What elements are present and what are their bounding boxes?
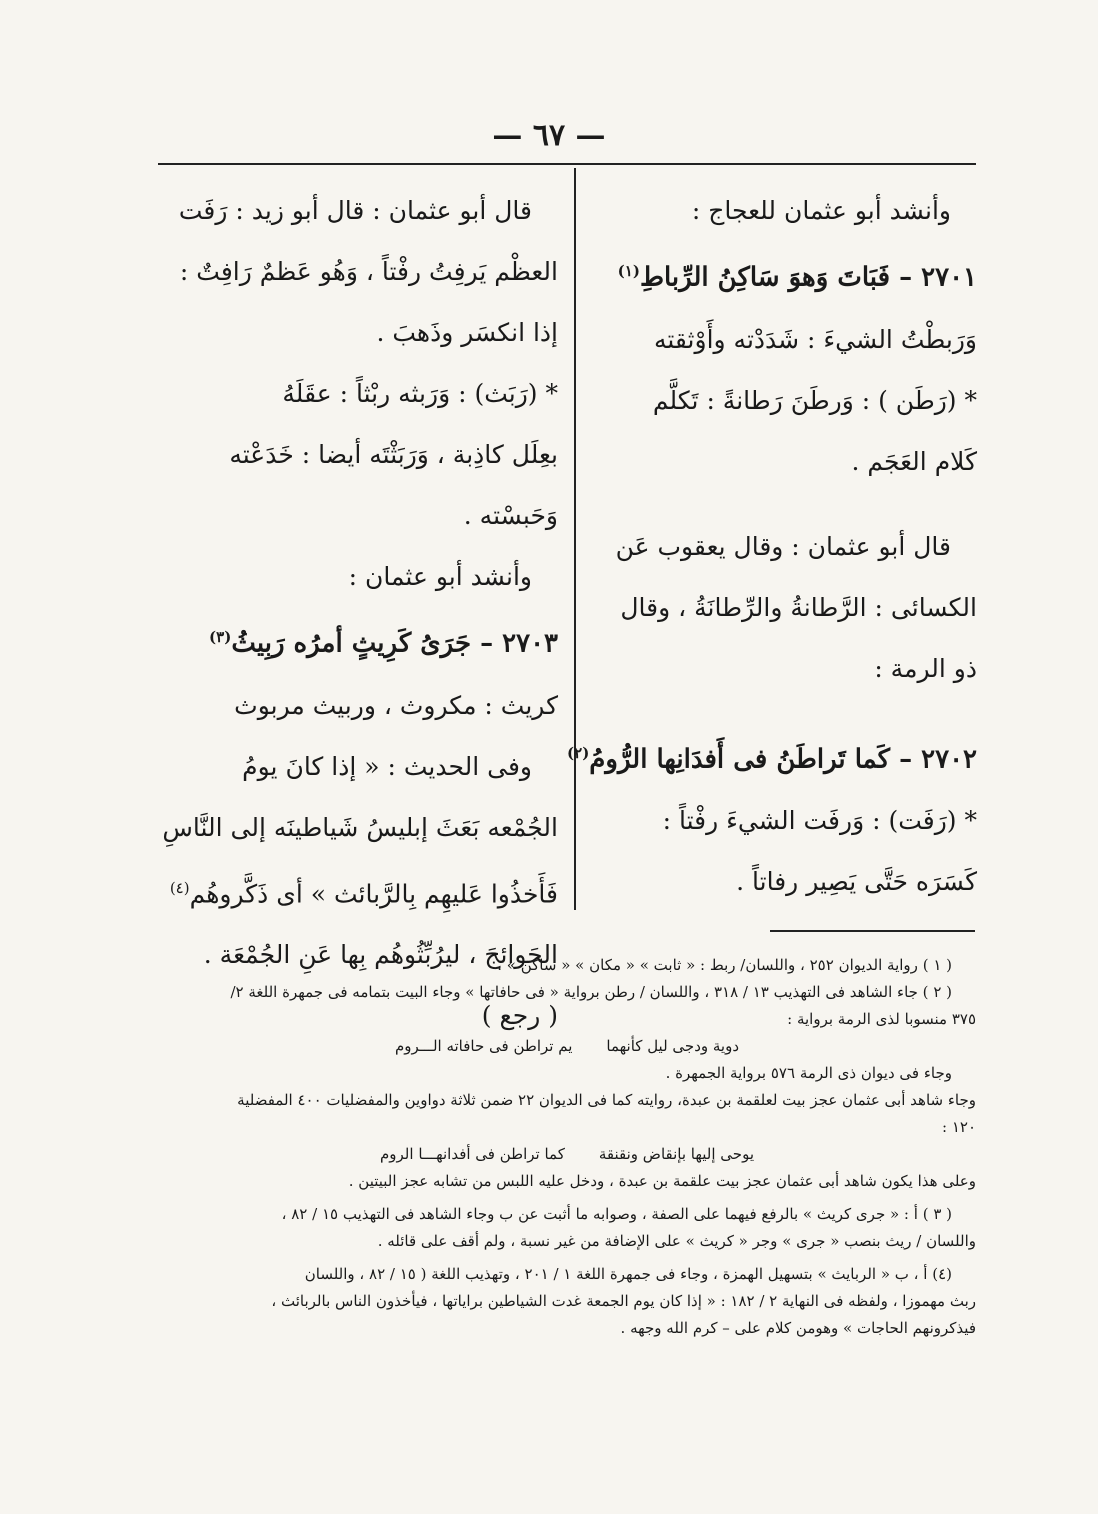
spacer	[597, 699, 977, 723]
verse-hemistich: يم تراطن فى حافاته الـــروم	[394, 1037, 573, 1055]
text-line: كريث : مكروث ، وربيث مربوث	[234, 690, 558, 720]
text-line: وَرَبطْتُ الشيءَ : شَدَدْته وأَوْثقته	[653, 324, 977, 354]
footnote-line: ١٢٠ :	[942, 1118, 976, 1136]
hadith-text: فَأَخذُوا عَليهِم بِالرَّبائث » أى ذَكَّروهُم	[189, 878, 558, 908]
verse-2702	[567, 723, 977, 791]
entry-ratan: * (رَطَن ) : وَرطَنَ رَطانةً : تَكلَّم	[652, 385, 977, 415]
verse-text: ٢٧٠١ – فَبَاتَ وَهوَ سَاكِنُ الرِّباطِ	[639, 262, 977, 293]
text-line: قال أبو عثمان : وقال يعقوب عَن	[615, 531, 951, 561]
page-number: — ٦٧ —	[492, 118, 606, 153]
text-line: ذو الرمة :	[874, 653, 977, 683]
footnote-marker[interactable]: (٢)	[567, 743, 590, 762]
footnote-line: فيذكرونهم الحاجات » وهومن كلام على – كرم الله وجهه .	[620, 1319, 976, 1337]
header-rule	[158, 163, 976, 165]
text-line: بعِلَل كاذِبة ، وَرَبَثْتَه أيضا : خَدَعْته	[229, 440, 558, 469]
text-line: وأنشد أبو عثمان :	[348, 562, 532, 591]
text-line: الجُمْعه بَعَثَ إبليسُ شَياطينَه إلى النَّاسِ	[162, 812, 558, 842]
footnote-3: ( ٣ ) أ : « جرى كريث » بالرفع فيهما على الصفة ، وصوابه ما أثبت عن ب وجاء الشاهد فى التهذيب ١٥ / ٨٢ ،	[281, 1205, 952, 1223]
footnotes	[158, 952, 976, 1342]
root-reference: ( رجع )	[481, 1000, 558, 1030]
verse-hemistich: دوية ودجى ليل كأنهما	[606, 1037, 740, 1055]
footnote-line: وجاء شاهد أبى عثمان عجز بيت لعلقمة بن عبدة، روايته كما فى الديوان ٢٢ ضمن ثلاثة دواوين والمفضليات ٤٠٠ المفضلية	[237, 1091, 976, 1109]
verse-2703	[158, 607, 558, 675]
footnote-line: واللسان / ريث بنصب « جرى » وجر « كريث » على الإضافة من غير نسبة ، ولم أقف على قائله .	[377, 1232, 976, 1250]
text-line: إذا انكسَر وذَهبَ .	[376, 318, 558, 347]
footnote-line: وعلى هذا يكون شاهد أبى عثمان عجز بيت علقمة بن عبدة ، ودخل عليه اللبس من تشابه عجز البيتين .	[348, 1172, 976, 1190]
verse-text: ٢٧٠٣ – جَرَىُ كَرِيثٍ أمرُه رَبِيثُ	[231, 628, 558, 659]
text-line: الحَوائجَ ، ليرُبِّثُوهُم بِها عَنِ الجُمْعَة .	[203, 939, 558, 969]
text-line: الكسائى : الرَّطانةُ والرِّطانَةُ ، وقال	[620, 592, 977, 622]
footnote-2: ( ٢ ) جاء الشاهد فى التهذيب ١٣ / ٣١٨ ، واللسان / رطن برواية « فى حافاتها » وجاء البيت بتمامه فى جمهرة اللغة ٢/	[230, 983, 952, 1001]
text-line	[158, 858, 558, 924]
footnote-line: ربث مهموزا ، ولفظه فى النهاية ٢ / ١٨٢ : « إذا كان يوم الجمعة غدت الشياطين براياتها ، فيأخذون الناس بالربائث ،	[271, 1292, 976, 1310]
text-line: العظْم يَرفِتُ رفْتاً ، وَهُو عَظمٌ رَافِتٌ :	[179, 257, 558, 286]
text-line: كَلام العَجَم .	[851, 446, 977, 476]
text-line: وفى الحديث : « إذا كانَ يومُ	[242, 751, 532, 781]
text-line: وأنشد أبو عثمان للعجاج :	[691, 196, 951, 225]
right-column	[567, 180, 977, 912]
footnote-1: ( ١ ) رواية الديوان ٢٥٢ ، واللسان/ ربط : « ثابت » « مكان » « ساكن » .	[497, 956, 952, 974]
footnote-4: (٤) أ ، ب « الربايث » بتسهيل الهمزة ، وجاء فى جمهرة اللغة ١ / ٢٠١ ، وتهذيب اللغة ( ١٥ / ٨٢ ، واللسان	[304, 1265, 952, 1283]
footnote-marker[interactable]: (١)	[617, 262, 640, 280]
footnote-verse	[158, 1141, 976, 1168]
verse-hemistich: كما تراطن فى أفدانهـــا الروم	[380, 1145, 565, 1163]
footnote-line: وجاء فى ديوان ذى الرمة ٥٧٦ برواية الجمهرة .	[665, 1064, 952, 1082]
column-divider	[574, 168, 576, 910]
text-line: كَسَرَه حَتَّى يَصِير رفاتاً .	[736, 867, 977, 897]
footnote-marker[interactable]: (٤)	[169, 878, 190, 897]
text-line: قال أبو عثمان : قال أبو زيد : رَفَت	[178, 196, 532, 225]
footnote-rule	[770, 930, 975, 932]
footnote-marker[interactable]: (٣)	[209, 628, 232, 646]
verse-2701	[597, 241, 977, 309]
footnote-line: ٣٧٥ منسوبا لذى الرمة برواية :	[787, 1010, 976, 1028]
footnote-verse	[158, 1033, 976, 1060]
entry-rafat: * (رَفَت) : وَرفَت الشيءَ رفْتاً :	[662, 806, 977, 836]
spacer	[597, 492, 977, 516]
entry-rabath: * (رَبَث) : وَرَبثه ربْثاً : عقَلَهُ	[282, 379, 558, 408]
verse-hemistich: يوحى إليها بإنقاض ونقنقة	[598, 1145, 755, 1163]
left-column	[158, 180, 558, 1046]
text-line: وَحَبسْته .	[463, 501, 558, 530]
verse-text: ٢٧٠٢ – كَما تَراطَنُ فى أَفدَانِها الرُّومُ	[589, 744, 977, 775]
